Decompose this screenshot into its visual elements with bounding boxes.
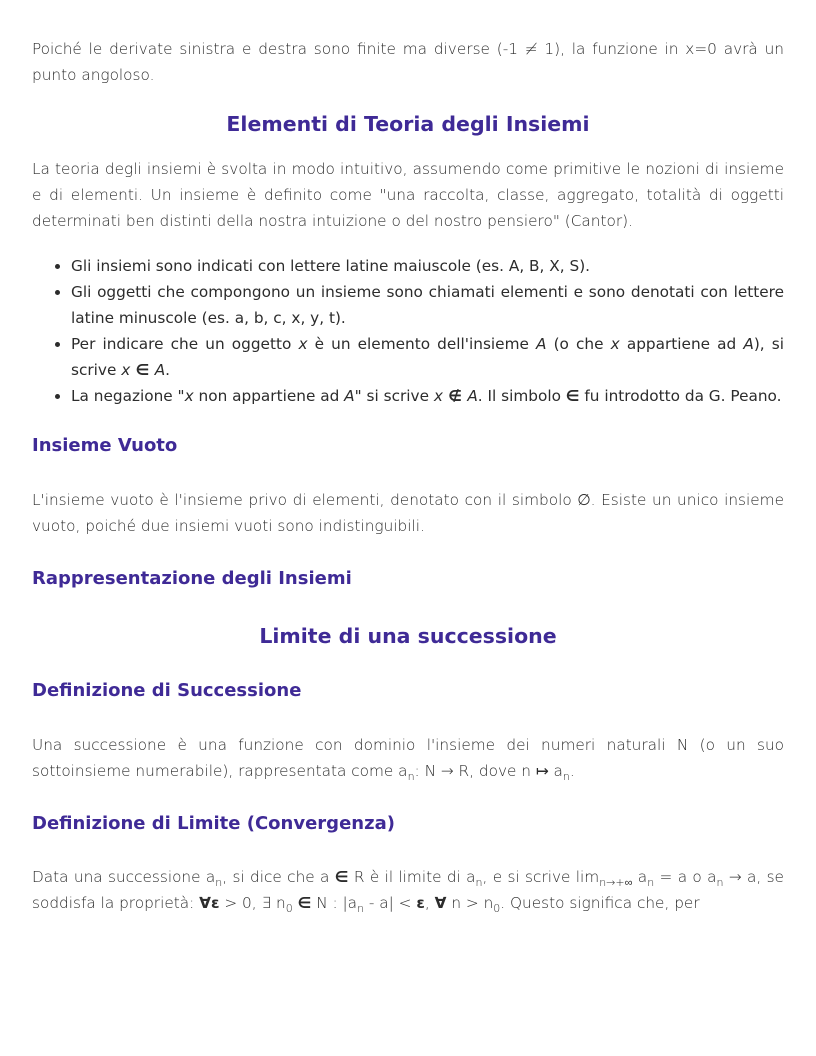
- section-title-set-representation: Rappresentazione degli Insiemi: [32, 568, 352, 589]
- empty-set-paragraph: L'insieme vuoto è l'insieme privo di elementi, denotato con il simbolo ∅. Esiste un unico insieme vuoto, poiché due insiemi vuoti sono indistinguibili.: [32, 491, 784, 535]
- list-item: • Gli oggetti che compongono un insieme sono chiamati elementi e sono denotati con lettere latine minuscole (es. a, b, c, x, y, t).: [71, 279, 784, 331]
- list-item: • Gli insiemi sono indicati con lettere latine maiuscole (es. A, B, X, S).: [71, 253, 784, 279]
- set-theory-paragraph: La teoria degli insiemi è svolta in modo intuitivo, assumendo come primitive le nozioni di insieme e di elementi. Un insieme è definito come "una raccolta, classe, aggregato, totalità di oggetti determinati ben distinti della nostra intuizione o del nostro pensiero" (Cantor).: [32, 160, 784, 230]
- section-title-sequence-limit: Limite di una successione: [259, 624, 557, 648]
- intro-paragraph: Poiché le derivate sinistra e destra sono finite ma diverse (-1 ≠ 1), la funzione in x=0 avrà un punto angoloso.: [32, 40, 784, 84]
- section-title-sequence-definition: Definizione di Successione: [32, 680, 302, 701]
- list-item: • La negazione "x non appartiene ad A" si scrive x ∉ A. Il simbolo ∈ fu introdotto da G. Peano.: [71, 383, 784, 409]
- list-item: • Per indicare che un oggetto x è un elemento dell'insieme A (o che x appartiene ad A), si scrive x ∈ A.: [71, 331, 784, 383]
- section-title-empty-set: Insieme Vuoto: [32, 435, 178, 456]
- document-page: [32, 36, 784, 916]
- sequence-definition-paragraph: Una successione è una funzione con dominio l'insieme dei numeri naturali N (o un suo sottoinsieme numerabile), rappresentata come $a_n$: N → R, dove n ↦ $a_n$.: [32, 736, 784, 783]
- set-theory-list: [32, 253, 784, 409]
- section-title-limit-definition: Definizione di Limite (Convergenza): [32, 813, 395, 834]
- section-title-set-theory: Elementi di Teoria degli Insiemi: [226, 112, 590, 136]
- limit-definition-paragraph: Data una successione $a_n$, si dice che a ∈ R è il limite di $a_n$, e si scrive $\lim_{n\to+\infty} a_n = a$ o $a_n \to a$, se soddisfa la proprietà: ∀ε > 0, ∃ $n_0$ ∈ N : $|a_n - a| < \varepsilon$, ∀ $n > n_0$. Questo significa che, per: [32, 868, 784, 915]
